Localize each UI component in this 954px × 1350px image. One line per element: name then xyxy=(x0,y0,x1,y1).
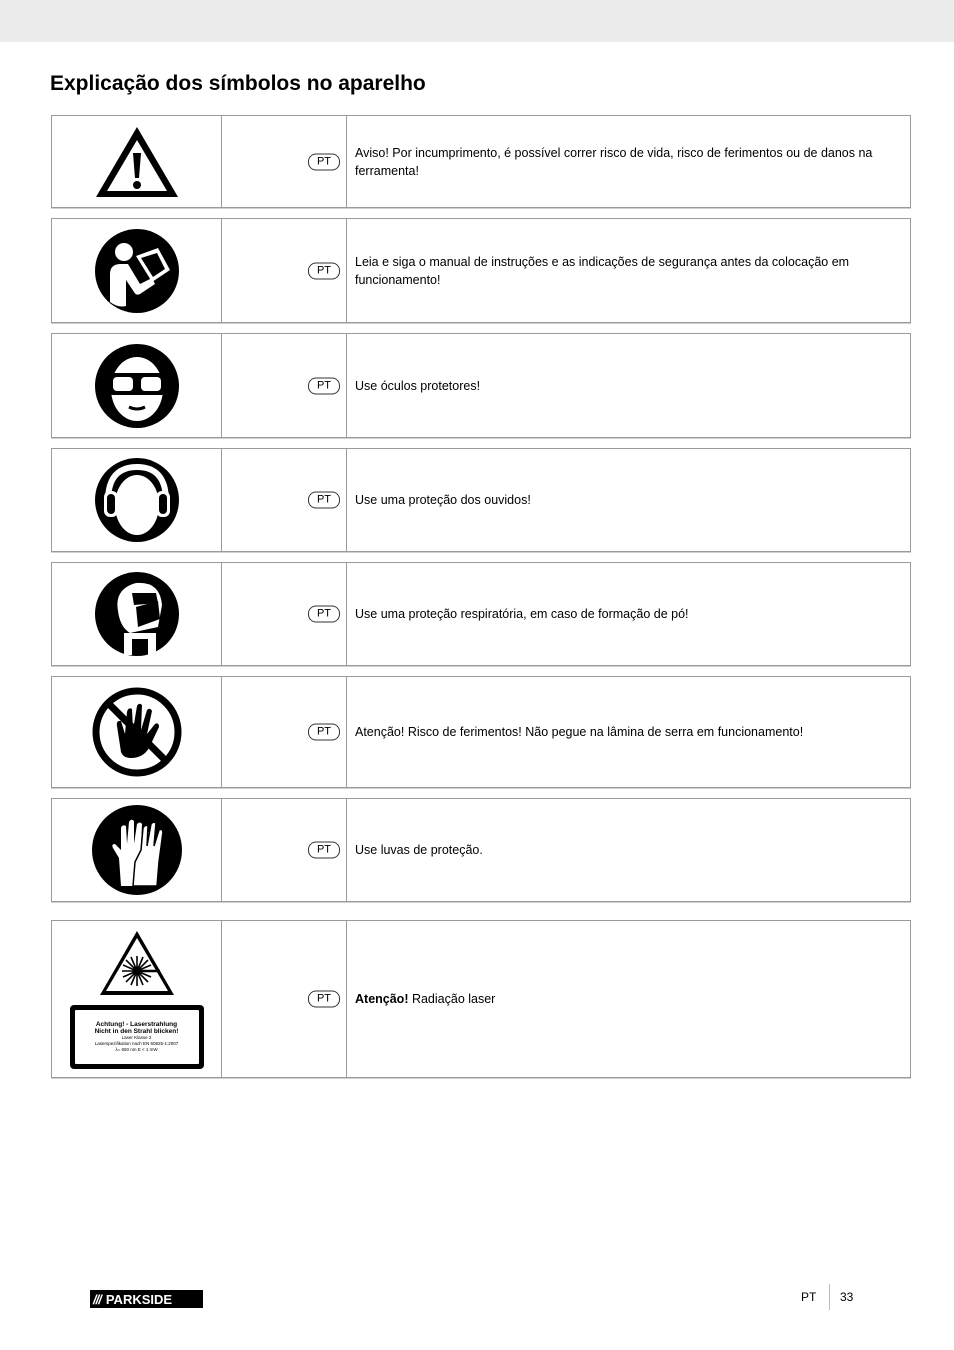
symbol-description-bold: Atenção! xyxy=(355,992,409,1006)
symbol-row-no-hands xyxy=(51,676,911,788)
footer-divider xyxy=(829,1284,830,1310)
lang-badge: PT xyxy=(308,991,340,1008)
symbol-row-ear-protection xyxy=(51,448,911,552)
symbol-description: Use óculos protetores! xyxy=(355,378,481,393)
laser-label-line: Laser Klasse 2 xyxy=(121,1035,152,1040)
respirator-icon xyxy=(94,571,180,657)
lang-badge: PT xyxy=(308,153,340,170)
symbol-description: Use uma proteção dos ouvidos! xyxy=(355,493,531,507)
symbol-row-warning xyxy=(51,115,911,208)
lang-badge: PT xyxy=(308,606,340,623)
lang-badge: PT xyxy=(308,724,340,741)
no-hands-icon xyxy=(91,686,183,778)
symbol-cell xyxy=(52,799,222,901)
symbol-description: Use luvas de proteção. xyxy=(355,843,483,857)
symbol-row-respirator xyxy=(51,562,911,666)
symbol-cell xyxy=(52,449,222,551)
symbol-description xyxy=(355,990,495,1008)
symbol-description: Leia e siga o manual de instruções e as indicações de segurança antes da colocação em funcionamento! xyxy=(355,254,850,287)
symbol-cell xyxy=(52,116,222,207)
laser-class-label xyxy=(70,1005,204,1069)
footer-language: PT xyxy=(801,1290,817,1304)
laser-warning-icon xyxy=(98,929,176,997)
symbol-cell xyxy=(52,921,222,1077)
top-band xyxy=(0,0,954,42)
symbol-description: Atenção! Risco de ferimentos! Não pegue na lâmina de serra em funcionamento! xyxy=(355,725,804,739)
symbol-cell xyxy=(52,563,222,665)
lang-badge: PT xyxy=(308,492,340,509)
warning-triangle-icon xyxy=(92,123,182,201)
laser-label-line: λ= 650 nm E < 1 mW xyxy=(115,1047,158,1052)
symbol-description: Use uma proteção respiratória, em caso de formação de pó! xyxy=(355,607,689,621)
brand-slashes: /// xyxy=(93,1291,101,1307)
page-number: 33 xyxy=(840,1290,854,1304)
symbol-cell xyxy=(52,219,222,322)
laser-label-line: Nicht in den Strahl blicken! xyxy=(94,1028,179,1035)
laser-label-line: Achtung! - Laserstrahlung xyxy=(95,1021,178,1028)
symbol-row-laser xyxy=(51,920,911,1078)
lang-badge: PT xyxy=(308,842,340,859)
symbol-row-manual xyxy=(51,218,911,323)
read-manual-icon xyxy=(94,228,180,314)
gloves-icon xyxy=(91,804,183,896)
laser-label-line: Laserspezifikation nach EN 60825-1:2007 xyxy=(94,1041,179,1046)
symbol-cell xyxy=(52,334,222,437)
lang-badge: PT xyxy=(308,377,340,394)
page-title: Explicação dos símbolos no aparelho xyxy=(50,72,426,95)
symbol-cell xyxy=(52,677,222,787)
lang-badge: PT xyxy=(308,262,340,279)
symbol-description-rest: Radiação laser xyxy=(408,992,496,1006)
brand-name: PARKSIDE xyxy=(105,1291,173,1307)
ear-protection-icon xyxy=(94,457,180,543)
brand-logo xyxy=(90,1290,203,1308)
symbol-row-goggles xyxy=(51,333,911,438)
symbol-row-gloves xyxy=(51,798,911,902)
safety-goggles-icon xyxy=(94,343,180,429)
symbol-description: Aviso! Por incumprimento, é possível correr risco de vida, risco de ferimentos ou de danos na ferramenta! xyxy=(355,145,873,178)
